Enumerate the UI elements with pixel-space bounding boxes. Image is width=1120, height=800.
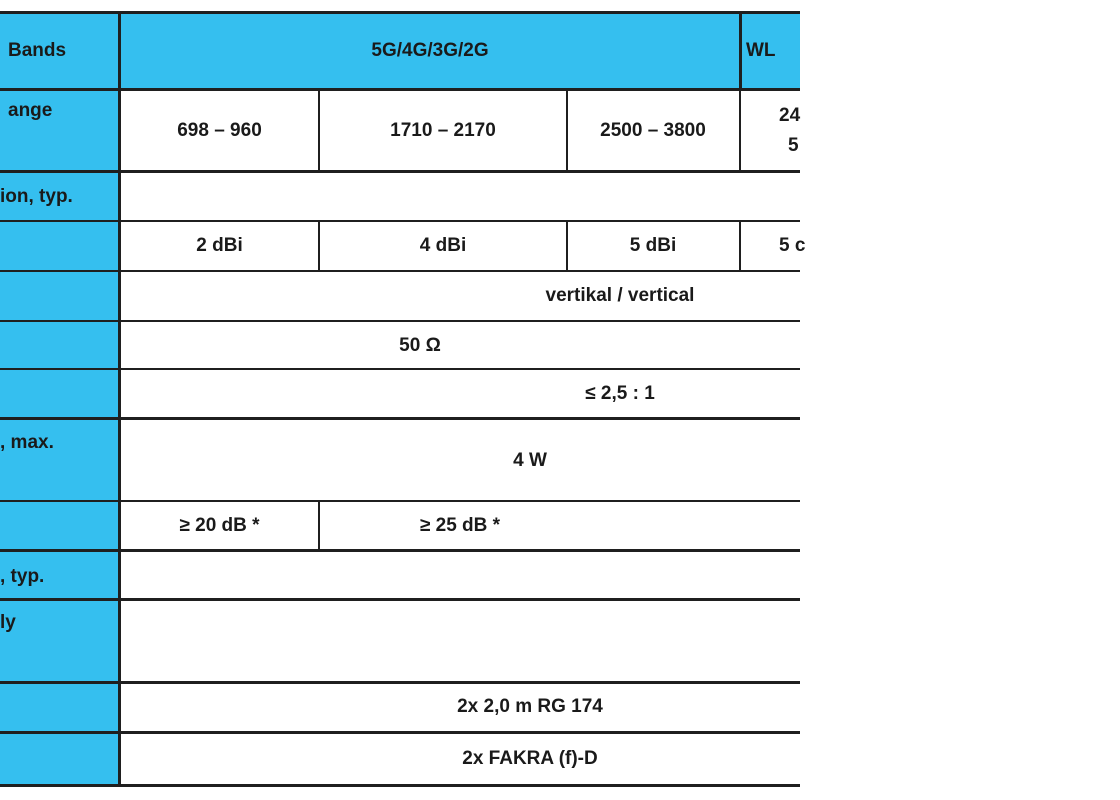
range-cell-4-line-2: 5 xyxy=(788,135,799,156)
row-label-gain-typ: ion, typ. xyxy=(0,186,73,207)
grid-line xyxy=(739,220,741,271)
grid-line xyxy=(318,88,320,172)
grid-line xyxy=(118,11,121,787)
vswr-value: ≤ 2,5 : 1 xyxy=(585,383,655,404)
isolation-cell-1: ≥ 20 dB * xyxy=(179,515,260,536)
header-wlan: WL xyxy=(746,40,776,61)
header-bands-label: Bands xyxy=(8,40,67,61)
range-cell-4-line-1: 24 xyxy=(779,105,801,126)
row-label-ly: ly xyxy=(0,612,16,633)
range-cell-1: 698 – 960 xyxy=(177,120,262,141)
gain-cell-3: 5 dBi xyxy=(629,235,677,256)
grid-line xyxy=(739,11,742,91)
grid-line xyxy=(566,88,568,172)
polarization-value: vertikal / vertical xyxy=(545,285,695,306)
power-value: 4 W xyxy=(513,450,547,471)
row-label-power-max: , max. xyxy=(0,432,54,453)
isolation-cell-2: ≥ 25 dB * xyxy=(419,515,501,536)
range-cell-3: 2500 – 3800 xyxy=(600,120,706,141)
connector-value: 2x FAKRA (f)-D xyxy=(462,748,598,769)
row-label-frequency-range: ange xyxy=(8,100,53,121)
header-5g-4g-3g-2g: 5G/4G/3G/2G xyxy=(371,40,489,61)
row-label-typ: , typ. xyxy=(0,566,45,587)
grid-line xyxy=(318,500,320,551)
gain-cell-4: 5 c xyxy=(779,235,806,256)
grid-line xyxy=(739,88,741,172)
grid-line xyxy=(566,220,568,271)
grid-line xyxy=(318,220,320,271)
gain-cell-1: 2 dBi xyxy=(196,235,243,256)
cable-value: 2x 2,0 m RG 174 xyxy=(457,696,603,717)
range-cell-2: 1710 – 2170 xyxy=(390,120,496,141)
gain-cell-2: 4 dBi xyxy=(419,235,467,256)
impedance-value: 50 Ω xyxy=(399,335,441,356)
